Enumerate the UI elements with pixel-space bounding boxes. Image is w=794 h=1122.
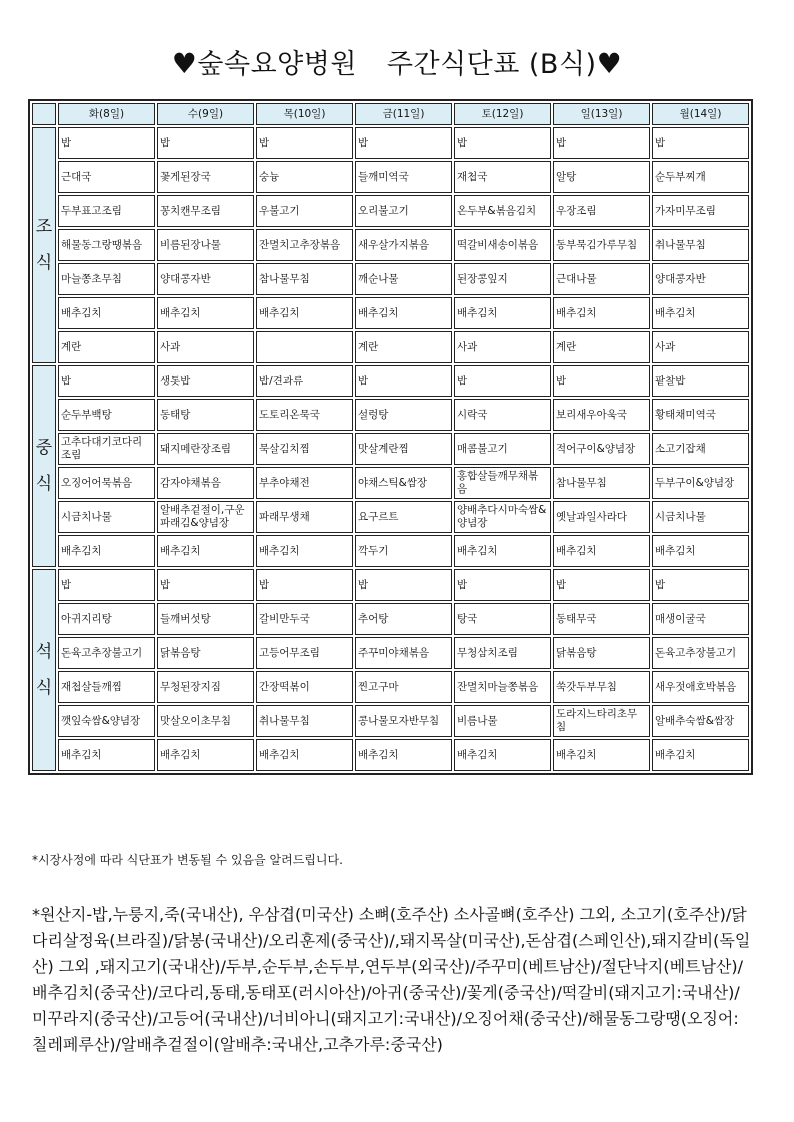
menu-cell: 배추김치 [553, 535, 650, 567]
menu-cell: 밥 [355, 569, 452, 601]
menu-cell: 우불고기 [256, 195, 353, 227]
menu-cell: 돼지메란장조림 [157, 433, 254, 465]
menu-cell: 밥 [355, 365, 452, 397]
menu-cell: 근대국 [58, 161, 155, 193]
menu-row [32, 467, 749, 499]
menu-cell: 두부구이&양념장 [652, 467, 749, 499]
menu-row [32, 229, 749, 261]
menu-cell: 참나물무침 [256, 263, 353, 295]
menu-cell: 밥 [157, 569, 254, 601]
meal-label-char: 석 [35, 642, 53, 662]
day-header: 월(14일) [652, 103, 749, 125]
weekly-menu-table [28, 99, 753, 775]
menu-cell: 배추김치 [454, 535, 551, 567]
menu-cell: 고등어무조림 [256, 637, 353, 669]
meal-label-char: 식 [35, 253, 53, 273]
menu-cell: 순두부찌개 [652, 161, 749, 193]
menu-cell: 취나물무침 [652, 229, 749, 261]
menu-row [32, 365, 749, 397]
meal-label [32, 569, 56, 771]
menu-cell: 배추김치 [553, 297, 650, 329]
menu-cell: 양배추다시마숙쌈&양념장 [454, 501, 551, 533]
menu-cell: 설렁탕 [355, 399, 452, 431]
menu-row [32, 569, 749, 601]
menu-cell: 배추김치 [256, 535, 353, 567]
menu-row [32, 161, 749, 193]
menu-cell: 밥 [454, 365, 551, 397]
hospital-name: 숲속요양병원 [197, 49, 357, 80]
day-header: 금(11일) [355, 103, 452, 125]
menu-cell: 추어탕 [355, 603, 452, 635]
menu-cell: 갈비만두국 [256, 603, 353, 635]
menu-cell: 황태채미역국 [652, 399, 749, 431]
menu-row [32, 603, 749, 635]
menu-cell: 숭늉 [256, 161, 353, 193]
menu-cell: 알탕 [553, 161, 650, 193]
menu-cell: 소고기잡채 [652, 433, 749, 465]
menu-cell: 깻잎숙쌈&양념장 [58, 705, 155, 737]
menu-cell: 잔멸치고추장볶음 [256, 229, 353, 261]
menu-cell: 배추김치 [652, 739, 749, 771]
menu-cell: 간장떡볶이 [256, 671, 353, 703]
menu-cell: 배추김치 [256, 739, 353, 771]
menu-cell: 순두부백탕 [58, 399, 155, 431]
menu-row [32, 705, 749, 737]
change-notice: *시장사정에 따라 식단표가 변동될 수 있음을 알려드립니다. [32, 853, 343, 867]
menu-cell: 팥찰밥 [652, 365, 749, 397]
menu-cell: 근대나물 [553, 263, 650, 295]
heart-icon: ♥ [596, 47, 623, 80]
menu-row [32, 297, 749, 329]
menu-cell: 양대콩자반 [157, 263, 254, 295]
menu-cell: 닭볶음탕 [553, 637, 650, 669]
meal-label [32, 127, 56, 363]
menu-cell: 배추김치 [58, 297, 155, 329]
menu-cell: 새우젓애호박볶음 [652, 671, 749, 703]
menu-cell: 사과 [652, 331, 749, 363]
menu-cell: 배추김치 [256, 297, 353, 329]
menu-row [32, 739, 749, 771]
menu-cell: 꽃게된장국 [157, 161, 254, 193]
meal-label [32, 365, 56, 567]
menu-cell: 밥 [553, 365, 650, 397]
menu-cell: 사과 [157, 331, 254, 363]
day-header: 목(10일) [256, 103, 353, 125]
menu-cell: 계란 [355, 331, 452, 363]
menu-cell: 배추김치 [454, 739, 551, 771]
menu-cell: 우장조림 [553, 195, 650, 227]
origin-info: *원산지-밥,누룽지,죽(국내산), 우삼겹(미국산) 소뼈(호주산) 소사골뼈(호주산) 그외, 소고기(호주산)/닭다리살정육(브라질)/닭봉(국내산)/오리훈제(중국산)/,돼지목살(미국산),돈삼겹(스페인산),돼지갈비(독일산) 그외 ,돼지고기(국내산)/두부,순두부,손두부,연두부(외국산)/주꾸미(베트남산)/절단낙지(베트남산)/배추김치(중국산)/코다리,동태,동태포(러시아산)/아귀(중국산)/꽃게(중국산)/떡갈비(돼지고기:국내산)/미꾸라지(중국산)/고등어(국내산)/너비아니(돼지고기:국내산)/오징어채(중국산)/해물동그랑땡(오징어:칠레페루산)/알배추겉절이(알배추:국내산,고추가루:중국산) [32, 905, 751, 1054]
menu-cell: 계란 [58, 331, 155, 363]
menu-cell: 사과 [454, 331, 551, 363]
menu-cell: 비름된장나물 [157, 229, 254, 261]
menu-row [32, 195, 749, 227]
menu-cell: 홍합살들깨무채볶음 [454, 467, 551, 499]
menu-cell: 배추김치 [157, 297, 254, 329]
menu-cell: 알배추겉절이,구운파래김&양념장 [157, 501, 254, 533]
day-header: 수(9일) [157, 103, 254, 125]
menu-cell: 꽁치캔무조림 [157, 195, 254, 227]
menu-cell: 맛살계란찜 [355, 433, 452, 465]
menu-cell: 고추다대기코다리조림 [58, 433, 155, 465]
menu-cell: 들깨버섯탕 [157, 603, 254, 635]
menu-cell: 배추김치 [58, 739, 155, 771]
menu-cell: 야채스틱&쌈장 [355, 467, 452, 499]
menu-row [32, 637, 749, 669]
menu-row [32, 671, 749, 703]
menu-cell: 취나물무침 [256, 705, 353, 737]
menu-cell: 깍두기 [355, 535, 452, 567]
menu-cell: 보리새우아욱국 [553, 399, 650, 431]
menu-cell: 배추김치 [157, 739, 254, 771]
menu-cell: 알배추숙쌈&쌈장 [652, 705, 749, 737]
menu-cell: 된장콩잎지 [454, 263, 551, 295]
day-header: 일(13일) [553, 103, 650, 125]
menu-row [32, 535, 749, 567]
menu-cell: 밥 [58, 127, 155, 159]
menu-cell: 재첩국 [454, 161, 551, 193]
menu-cell: 배추김치 [652, 297, 749, 329]
menu-row [32, 263, 749, 295]
menu-cell: 밥 [355, 127, 452, 159]
menu-row [32, 331, 749, 363]
menu-cell: 닭볶음탕 [157, 637, 254, 669]
menu-cell: 밥 [58, 569, 155, 601]
menu-row [32, 399, 749, 431]
menu-cell: 양대콩자반 [652, 263, 749, 295]
heart-icon: ♥ [171, 47, 198, 80]
menu-cell: 잔멸치마늘쫑볶음 [454, 671, 551, 703]
menu-cell: 아귀지리탕 [58, 603, 155, 635]
menu-cell: 밥 [454, 127, 551, 159]
menu-cell: 찐고구마 [355, 671, 452, 703]
menu-cell: 재첩살들깨찜 [58, 671, 155, 703]
menu-cell: 동부묵김가루무침 [553, 229, 650, 261]
menu-cell: 파래무생채 [256, 501, 353, 533]
menu-cell: 시금치나물 [652, 501, 749, 533]
menu-cell: 탕국 [454, 603, 551, 635]
menu-cell: 부추야채전 [256, 467, 353, 499]
meal-label-char: 중 [35, 438, 53, 458]
menu-cell: 깨순나물 [355, 263, 452, 295]
menu-cell: 떡갈비새송이볶음 [454, 229, 551, 261]
menu-cell: 해물동그랑땡볶음 [58, 229, 155, 261]
menu-cell: 밥 [256, 127, 353, 159]
menu-cell: 배추김치 [652, 535, 749, 567]
day-header-row [32, 103, 749, 125]
menu-cell: 들깨미역국 [355, 161, 452, 193]
menu-row [32, 127, 749, 159]
menu-cell: 밥 [652, 127, 749, 159]
menu-cell: 배추김치 [157, 535, 254, 567]
menu-cell: 밥/견과류 [256, 365, 353, 397]
menu-cell: 감자야채볶음 [157, 467, 254, 499]
menu-cell: 두부표고조림 [58, 195, 155, 227]
menu-cell: 계란 [553, 331, 650, 363]
menu-cell: 오징어어묵볶음 [58, 467, 155, 499]
menu-cell: 콩나물모자반무침 [355, 705, 452, 737]
menu-cell: 밥 [553, 569, 650, 601]
meal-label-char: 조 [35, 217, 53, 237]
day-header: 화(8일) [58, 103, 155, 125]
menu-cell: 도라지느타리초무침 [553, 705, 650, 737]
menu-cell: 동태탕 [157, 399, 254, 431]
menu-cell: 밥 [58, 365, 155, 397]
menu-cell: 쑥갓두부무침 [553, 671, 650, 703]
corner-cell [32, 103, 56, 125]
menu-row [32, 501, 749, 533]
menu-cell: 새우살가지볶음 [355, 229, 452, 261]
menu-cell: 밥 [256, 569, 353, 601]
menu-cell: 밥 [553, 127, 650, 159]
menu-cell: 배추김치 [355, 739, 452, 771]
menu-cell: 시락국 [454, 399, 551, 431]
menu-cell: 요구르트 [355, 501, 452, 533]
menu-cell: 돈육고추장불고기 [652, 637, 749, 669]
menu-cell: 가자미무조림 [652, 195, 749, 227]
menu-cell: 맛살오이초무침 [157, 705, 254, 737]
menu-cell: 옛날과일사라다 [553, 501, 650, 533]
meal-label-char: 식 [35, 474, 53, 494]
menu-cell: 매생이굴국 [652, 603, 749, 635]
menu-cell: 배추김치 [553, 739, 650, 771]
day-header: 토(12일) [454, 103, 551, 125]
menu-cell: 묵살김치찜 [256, 433, 353, 465]
menu-cell: 밥 [652, 569, 749, 601]
menu-cell: 시금치나물 [58, 501, 155, 533]
menu-cell: 비름나물 [454, 705, 551, 737]
menu-cell: 배추김치 [58, 535, 155, 567]
menu-cell: 오리불고기 [355, 195, 452, 227]
menu-row [32, 433, 749, 465]
menu-cell: 온두부&볶음김치 [454, 195, 551, 227]
menu-cell: 무청삼치조림 [454, 637, 551, 669]
meal-label-char: 식 [35, 678, 53, 698]
page-title [0, 44, 794, 85]
menu-cell: 밥 [157, 127, 254, 159]
menu-cell [256, 331, 353, 363]
menu-cell: 배추김치 [355, 297, 452, 329]
menu-cell: 배추김치 [454, 297, 551, 329]
menu-cell: 동태무국 [553, 603, 650, 635]
menu-label: 주간식단표 (B식) [386, 49, 597, 80]
menu-cell: 돈육고추장불고기 [58, 637, 155, 669]
menu-cell: 매콤불고기 [454, 433, 551, 465]
menu-cell: 마늘쫑초무침 [58, 263, 155, 295]
menu-body [32, 127, 749, 771]
menu-cell: 참나물무침 [553, 467, 650, 499]
menu-cell: 생톳밥 [157, 365, 254, 397]
menu-cell: 도토리온묵국 [256, 399, 353, 431]
menu-cell: 주꾸미야채볶음 [355, 637, 452, 669]
menu-cell: 밥 [454, 569, 551, 601]
menu-cell: 적어구이&양념장 [553, 433, 650, 465]
menu-cell: 무청된장지짐 [157, 671, 254, 703]
